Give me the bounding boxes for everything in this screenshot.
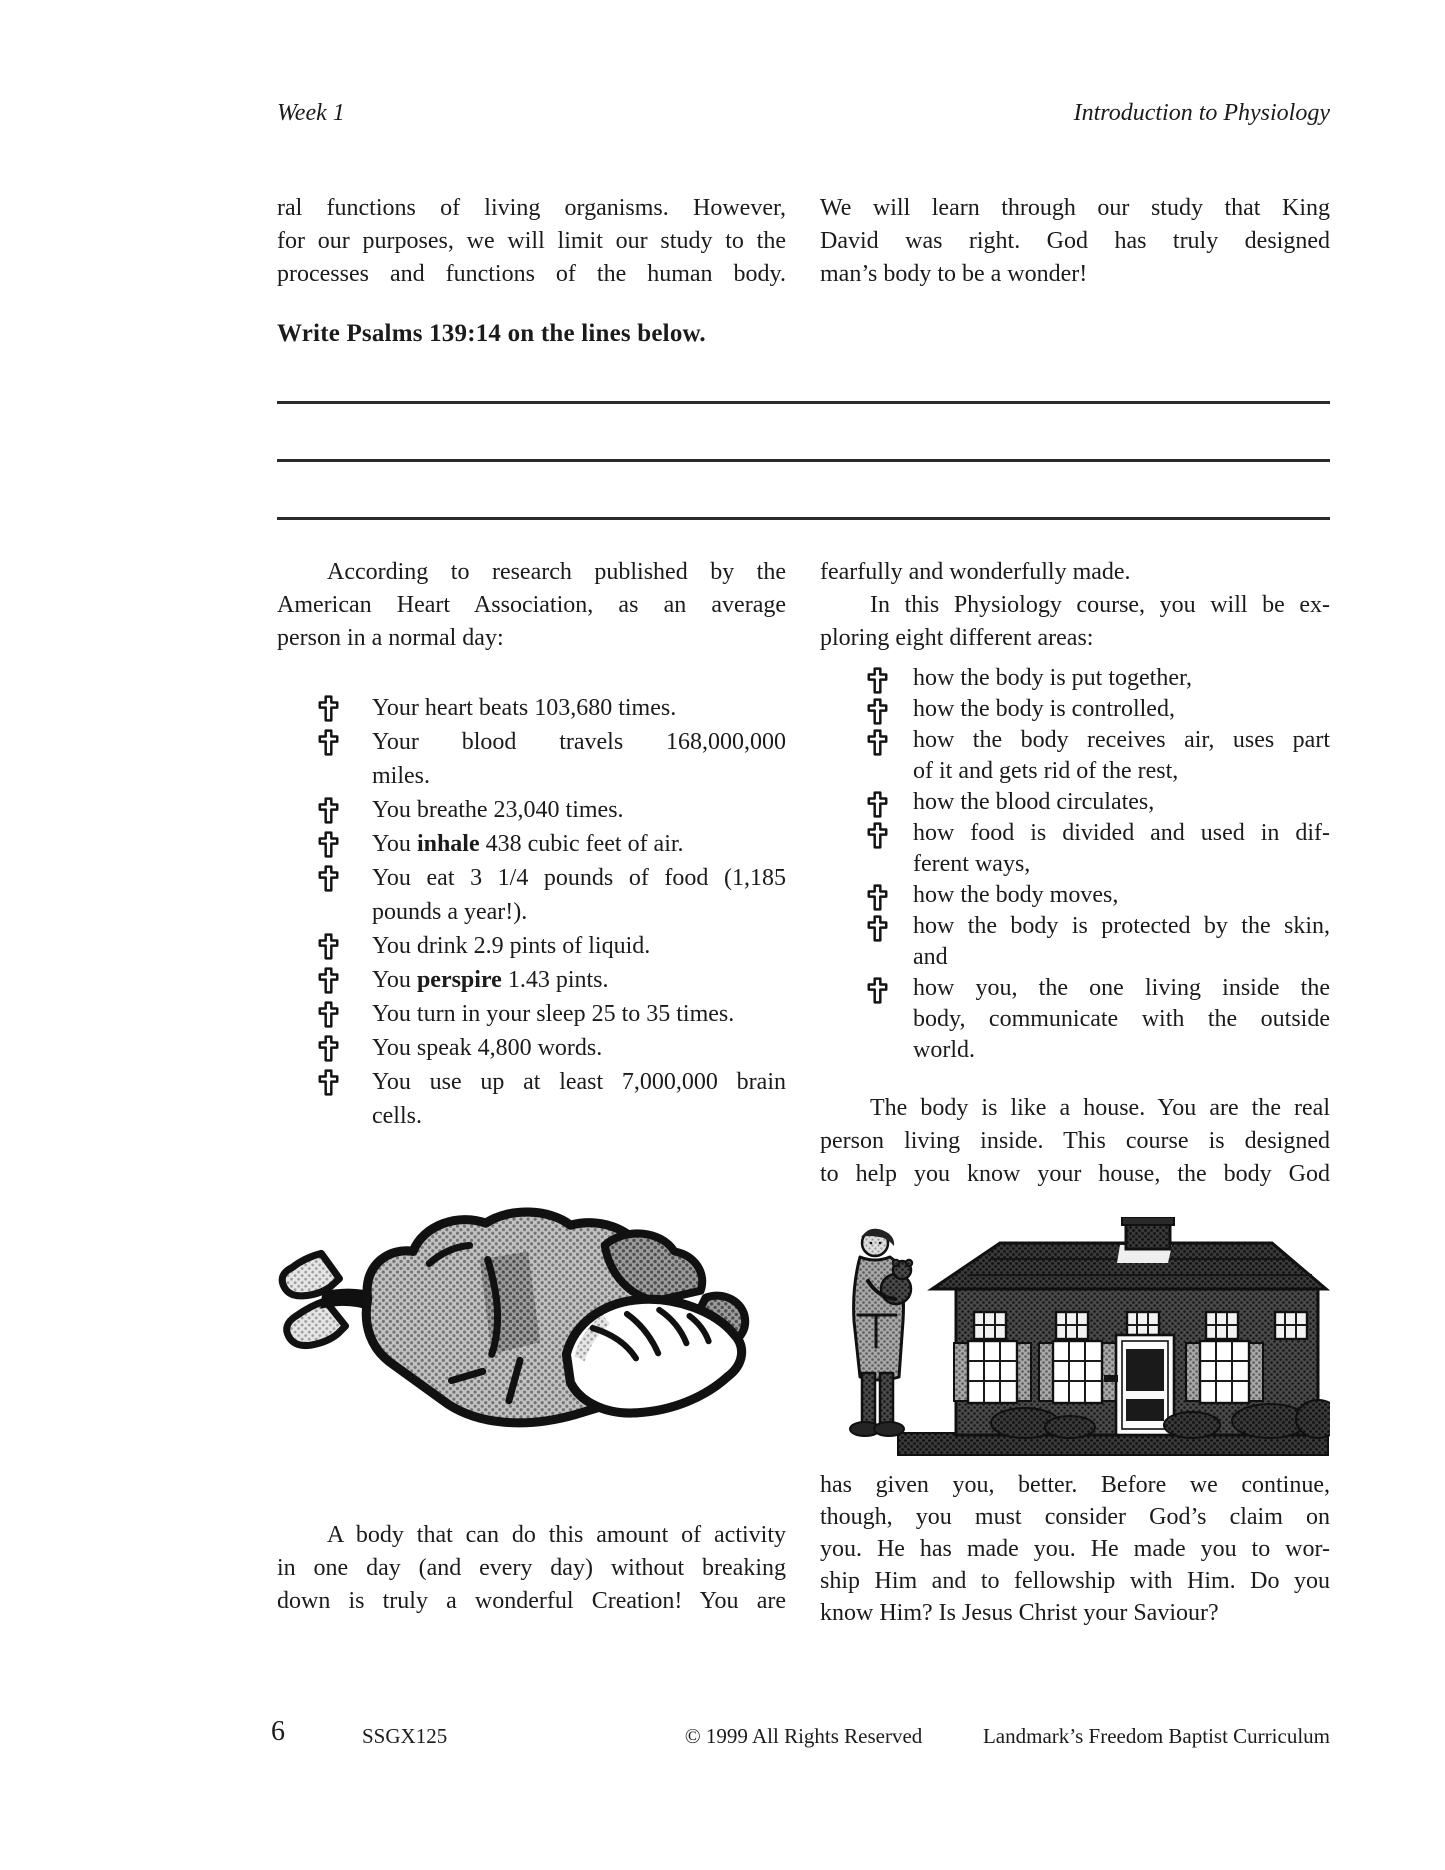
course-areas-list <box>820 663 1330 1066</box>
boy-and-house-illustration <box>820 1217 1330 1457</box>
text-line: David was right. God has truly designed <box>820 228 1330 254</box>
list-item <box>820 880 1330 911</box>
list-item <box>277 793 786 827</box>
list-item <box>277 861 786 929</box>
list-item <box>277 691 786 725</box>
text-line: to help you know your house, the body God <box>820 1161 1330 1187</box>
text-line: ploring eight different areas: <box>820 625 1094 651</box>
text-line: According to research published by the <box>327 559 786 585</box>
text-line: You use up at least 7,000,000 brain <box>372 1069 786 1095</box>
text-line: ship Him and to fellowship with Him. Do you <box>820 1568 1330 1594</box>
text-line: how the body moves, <box>913 882 1119 908</box>
list-item <box>277 827 786 861</box>
research-paragraph <box>277 556 786 655</box>
text-line: In this Physiology course, you will be ex- <box>870 592 1330 618</box>
list-item <box>820 725 1330 787</box>
publisher-name: Landmark’s Freedom Baptist Curriculum <box>982 1724 1330 1748</box>
cross-bullet-icon <box>318 695 339 722</box>
text-line: You drink 2.9 pints of liquid. <box>372 933 651 959</box>
intro-paragraph-left <box>277 192 786 291</box>
text-line: Your heart beats 103,680 times. <box>372 695 677 721</box>
writing-line-3 <box>277 517 1330 520</box>
cross-bullet-icon <box>318 1035 339 1062</box>
cross-bullet-icon <box>867 977 888 1004</box>
left-column <box>277 556 786 1618</box>
header-chapter-title: Introduction to Physiology <box>1073 100 1330 126</box>
text-line: how food is divided and used in dif- <box>913 820 1330 846</box>
cross-bullet-icon <box>318 729 339 756</box>
areas-intro-paragraph <box>820 556 1330 655</box>
text-line: fearfully and wonderfully made. <box>820 559 1131 585</box>
text-span: You <box>372 831 417 857</box>
intro-paragraph-right <box>820 192 1330 291</box>
text-line: miles. <box>372 763 430 789</box>
cross-bullet-icon <box>318 831 339 858</box>
list-item <box>277 1031 786 1065</box>
text-line: how the body receives air, uses part <box>913 727 1330 753</box>
text-line: how the body is controlled, <box>913 696 1175 722</box>
text-line: you. He has made you. He made you to wor- <box>820 1536 1330 1562</box>
cross-bullet-icon <box>318 865 339 892</box>
daily-stats-list <box>277 691 786 1133</box>
list-item <box>820 694 1330 725</box>
bold-text: perspire <box>416 967 502 993</box>
writing-line-1 <box>277 401 1330 404</box>
text-line: has given you, better. Before we continue, <box>820 1472 1330 1498</box>
cross-bullet-icon <box>318 1001 339 1028</box>
list-item <box>820 911 1330 973</box>
list-item <box>820 663 1330 694</box>
text-span: You <box>372 967 417 993</box>
text-line: know Him? Is Jesus Christ your Saviour? <box>820 1600 1219 1626</box>
text-line <box>372 963 786 997</box>
cross-bullet-icon <box>867 822 888 849</box>
text-line: though, you must consider God’s claim on <box>820 1504 1330 1530</box>
cross-bullet-icon <box>867 667 888 694</box>
cross-bullet-icon <box>867 698 888 725</box>
cross-bullet-icon <box>318 967 339 994</box>
text-span: 1.43 pints. <box>501 967 609 993</box>
cross-bullet-icon <box>867 915 888 942</box>
sleeping-person-illustration <box>271 1203 767 1437</box>
cross-bullet-icon <box>867 729 888 756</box>
right-column <box>820 556 1330 1629</box>
text-line <box>372 827 786 861</box>
text-line: ral functions of living organisms. However, <box>277 195 786 221</box>
cross-bullet-icon <box>867 791 888 818</box>
text-line: in one day (and every day) without breaking <box>277 1555 786 1581</box>
text-line: down is truly a wonderful Creation! You are <box>277 1588 786 1614</box>
list-item <box>277 963 786 997</box>
cross-bullet-icon <box>318 797 339 824</box>
list-item <box>820 818 1330 880</box>
text-line: You eat 3 1/4 pounds of food (1,185 <box>372 865 786 891</box>
writing-line-2 <box>277 459 1330 462</box>
text-line: world. <box>913 1037 975 1063</box>
text-line: body, communicate with the outside <box>913 1006 1330 1032</box>
list-item <box>277 929 786 963</box>
cross-bullet-icon <box>867 884 888 911</box>
text-line: Your blood travels 168,000,000 <box>372 729 786 755</box>
bold-text: inhale <box>416 831 480 857</box>
text-line: how the body is put together, <box>913 665 1192 691</box>
text-line: ferent ways, <box>913 851 1031 877</box>
text-line: of it and gets rid of the rest, <box>913 758 1179 784</box>
text-line: You breathe 23,040 times. <box>372 797 624 823</box>
text-line: man’s body to be a wonder! <box>820 261 1088 287</box>
write-psalms-heading: Write Psalms 139:14 on the lines below. <box>277 320 706 347</box>
right-closing-paragraph <box>820 1469 1330 1629</box>
text-line: and <box>913 944 948 970</box>
text-line: A body that can do this amount of activity <box>327 1522 786 1548</box>
left-closing-paragraph <box>277 1519 786 1618</box>
text-line: You turn in your sleep 25 to 35 times. <box>372 1001 735 1027</box>
house-paragraph <box>820 1092 1330 1191</box>
list-item <box>820 973 1330 1066</box>
text-line: You speak 4,800 words. <box>372 1035 603 1061</box>
list-item <box>277 997 786 1031</box>
text-line: processes and functions of the human body. <box>277 261 786 287</box>
copyright-notice: © 1999 All Rights Reserved <box>684 1724 923 1748</box>
list-item <box>277 1065 786 1133</box>
text-line: how the body is protected by the skin, <box>913 913 1330 939</box>
text-line: The body is like a house. You are the real <box>870 1095 1330 1121</box>
text-span: 438 cubic feet of air. <box>479 831 684 857</box>
text-line: person in a normal day: <box>277 625 504 651</box>
text-line: cells. <box>372 1103 422 1129</box>
page-header <box>277 100 1330 127</box>
text-line: how you, the one living inside the <box>913 975 1330 1001</box>
curriculum-code: SSGX125 <box>362 1724 448 1748</box>
text-line: We will learn through our study that King <box>820 195 1330 221</box>
text-line: American Heart Association, as an average <box>277 592 786 618</box>
text-line: how the blood circulates, <box>913 789 1155 815</box>
header-week-label: Week 1 <box>277 100 345 126</box>
text-line: for our purposes, we will limit our study to the <box>277 228 786 254</box>
cross-bullet-icon <box>318 933 339 960</box>
list-item <box>820 787 1330 818</box>
cross-bullet-icon <box>318 1069 339 1096</box>
text-line: pounds a year!). <box>372 899 528 925</box>
list-item <box>277 725 786 793</box>
page-number: 6 <box>271 1716 285 1747</box>
text-line: person living inside. This course is designed <box>820 1128 1330 1154</box>
